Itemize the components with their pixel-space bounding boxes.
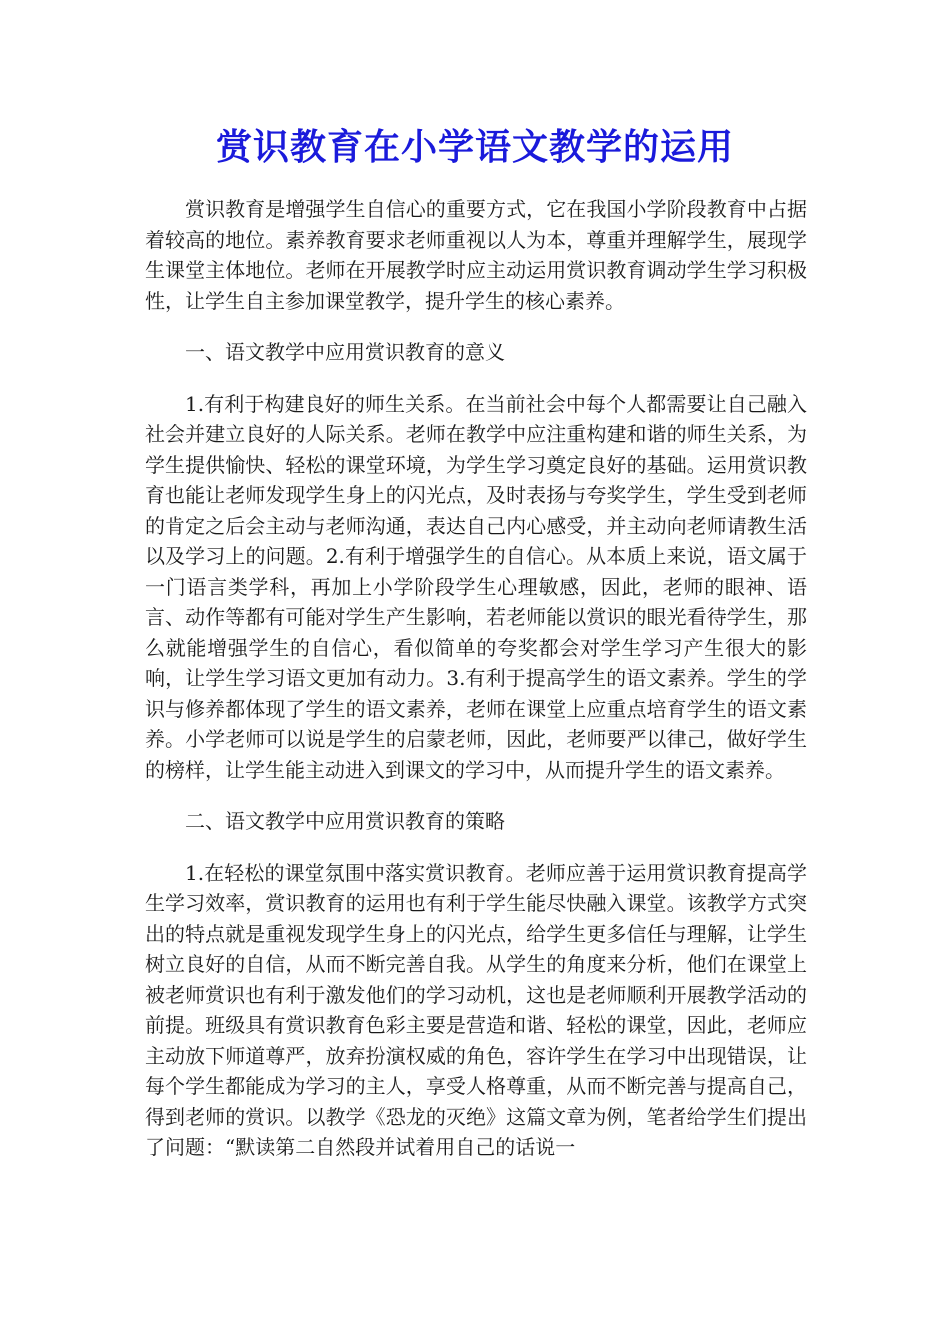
significance-paragraph: 1.有利于构建良好的师生关系。在当前社会中每个人都需要让自己融入社会并建立良好的人际关系。老师在教学中应注重构建和谐的师生关系，为学生提供愉快、轻松的课堂环境，为学生学习奠定良好的基础。运用赏识教育也能让老师发现学生身上的闪光点，及时表扬与夸奖学生，学生受到老师的肯定之后会主动与老师沟通，表达自己内心感受，并主动向老师请教生活以及学习上的问题。2.有利于增强学生的自信心。从本质上来说，语文属于一门语言类学科，再加上小学阶段学生心理敏感，因此，老师的眼神、语言、动作等都有可能对学生产生影响，若老师能以赏识的眼光看待学生，那么就能增强学生的自信心，看似简单的夸奖都会对学生学习产生很大的影响，让学生学习语文更加有动力。3.有利于提高学生的语文素养。学生的学识与修养都体现了学生的语文素养，老师在课堂上应重点培育学生的语文素养。小学老师可以说是学生的启蒙老师，因此，老师要严以律己，做好学生的榜样，让学生能主动进入到课文的学习中，从而提升学生的语文素养。 — [145, 391, 807, 782]
document-title: 赏识教育在小学语文教学的运用 — [215, 126, 734, 168]
section-heading-strategy: 二、语文教学中应用赏识教育的策略 — [185, 809, 505, 833]
intro-paragraph: 赏识教育是增强学生自信心的重要方式，它在我国小学阶段教育中占据着较高的地位。素养教育要求老师重视以人为本，尊重并理解学生，展现学生课堂主体地位。老师在开展教学时应主动运用赏识教育调动学生学习积极性，让学生自主参加课堂教学，提升学生的核心素养。 — [145, 197, 807, 313]
document-body — [145, 194, 807, 1184]
section-heading-significance: 一、语文教学中应用赏识教育的意义 — [185, 340, 505, 364]
strategy-paragraph: 1.在轻松的课堂氛围中落实赏识教育。老师应善于运用赏识教育提高学生学习效率，赏识教育的运用也有利于学生能尽快融入课堂。该教学方式突出的特点就是重视发现学生身上的闪光点，给学生更多信任与理解，让学生树立良好的自信，从而不断完善自我。从学生的角度来分析，他们在课堂上被老师赏识也有利于激发他们的学习动机，这也是老师顺利开展教学活动的前提。班级具有赏识教育色彩主要是营造和谐、轻松的课堂，因此，老师应主动放下师道尊严，放弃扮演权威的角色，容许学生在学习中出现错误，让每个学生都能成为学习的主人，享受人格尊重，从而不断完善与提高自己，得到老师的赏识。以教学《恐龙的灭绝》这篇文章为例，笔者给学生们提出了问题：“默读第二自然段并试着用自己的话说一 — [145, 860, 807, 1159]
